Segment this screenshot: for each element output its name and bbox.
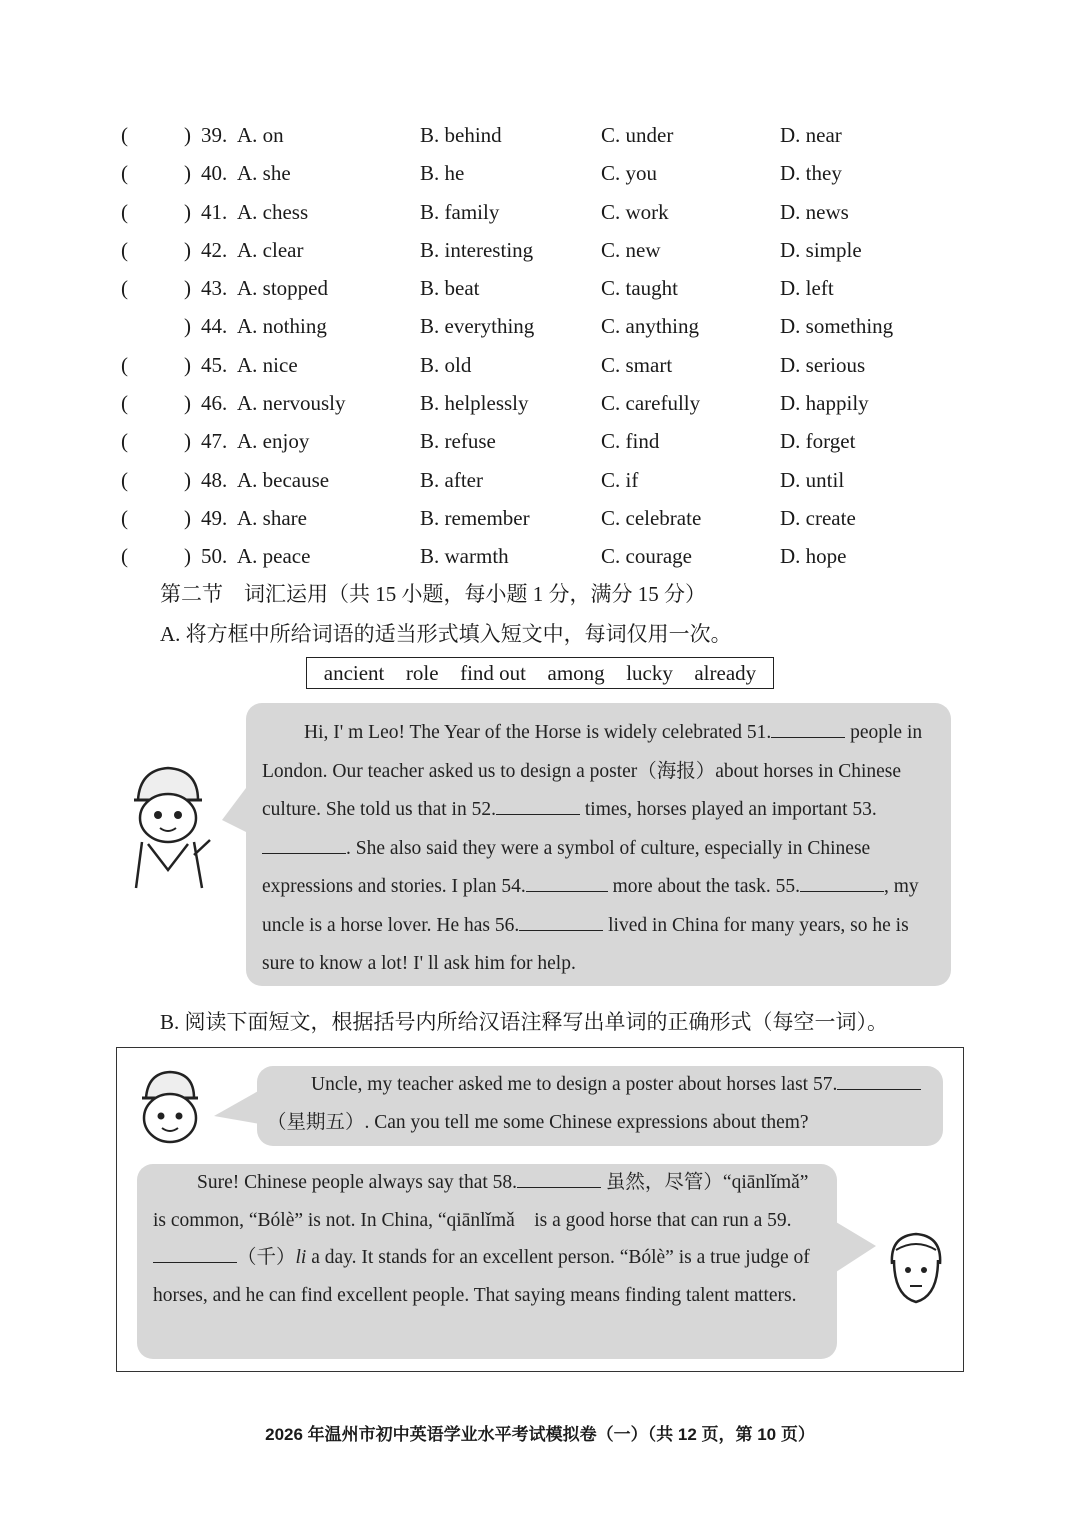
option-c: C. celebrate xyxy=(601,505,702,530)
leo-question-bubble xyxy=(257,1066,943,1146)
answer-paren-open[interactable]: ( xyxy=(121,505,128,530)
blank-51[interactable] xyxy=(771,715,845,738)
option-b: B. beat xyxy=(420,276,480,301)
option-c: C. taught xyxy=(601,276,678,301)
blank-56[interactable] xyxy=(519,908,603,931)
boy-avatar-icon xyxy=(118,760,218,890)
answer-paren-close: ) xyxy=(184,161,191,186)
option-b: B. helplessly xyxy=(420,391,529,416)
option-d: D. near xyxy=(780,123,842,147)
option-b: B. warmth xyxy=(420,544,509,569)
question-row xyxy=(0,537,1080,575)
question-row xyxy=(0,231,1080,269)
option-d: D. until xyxy=(780,467,845,492)
answer-paren-open[interactable]: ( xyxy=(121,352,128,377)
part-b-instruction: B. 阅读下面短文，根据括号内所给汉语注释写出单词的正确形式（每空一词）。 xyxy=(160,1010,889,1034)
man-avatar-icon xyxy=(884,1230,948,1310)
word-box-item: ancient xyxy=(323,660,385,685)
boy-avatar-icon xyxy=(134,1068,206,1150)
passage-text: a day. It stands for an excellent person. “Bólè” is a true judge of horses, and he can find excellent people. That saying means finding talent matters. xyxy=(153,1247,810,1306)
option-d: D. left xyxy=(780,276,834,301)
word-box-item: role xyxy=(405,660,439,685)
answer-paren-close: ) xyxy=(184,237,191,262)
answer-paren-close: ) xyxy=(184,352,191,377)
answer-paren-close: ) xyxy=(184,429,191,454)
option-a: A. chess xyxy=(237,199,309,224)
question-number: 50. xyxy=(201,544,228,569)
passage-text: people in London. Our teacher asked us to design a poster（海报）about horses in Chinese culture. She told us that in 52. xyxy=(262,722,923,820)
passage-text: Uncle, my teacher asked me to design a poster about horses last 57. xyxy=(311,1074,838,1095)
answer-paren-open[interactable]: ( xyxy=(121,429,128,454)
option-b: B. behind xyxy=(420,123,502,147)
question-row xyxy=(0,193,1080,231)
word-box-item: among xyxy=(547,660,605,685)
answer-paren-open[interactable]: ( xyxy=(121,237,128,262)
passage-text: （千） xyxy=(237,1247,296,1268)
answer-paren-close: ) xyxy=(184,123,191,147)
option-d: D. news xyxy=(780,199,849,224)
question-row xyxy=(0,384,1080,422)
option-b: B. old xyxy=(420,352,472,377)
option-b: B. interesting xyxy=(420,237,534,262)
option-a: A. she xyxy=(237,161,291,186)
blank-58[interactable] xyxy=(517,1165,601,1188)
question-number: 41. xyxy=(201,199,228,224)
option-c: C. new xyxy=(601,237,661,262)
answer-paren-close: ) xyxy=(184,314,191,339)
answer-paren-open[interactable]: ( xyxy=(121,467,128,492)
question-number: 46. xyxy=(201,391,228,416)
option-c: C. you xyxy=(601,161,658,186)
question-list xyxy=(0,116,1080,576)
question-row xyxy=(0,346,1080,384)
option-a: A. share xyxy=(237,505,307,530)
option-d: D. they xyxy=(780,161,842,186)
blank-53[interactable] xyxy=(262,831,346,854)
answer-paren-close: ) xyxy=(184,276,191,301)
option-b: B. after xyxy=(420,467,483,492)
bubble-tail-icon xyxy=(836,1222,876,1272)
option-c: C. smart xyxy=(601,352,673,377)
option-d: D. create xyxy=(780,505,856,530)
option-d: D. serious xyxy=(780,352,866,377)
passage-text: Hi, I' m Leo! The Year of the Horse is widely celebrated 51. xyxy=(304,722,772,743)
option-d: D. simple xyxy=(780,237,862,262)
option-c: C. if xyxy=(601,467,639,492)
option-a: A. nice xyxy=(237,352,298,377)
option-a: A. peace xyxy=(237,544,311,569)
passage-text: 虽然，尽管）“qiānlǐmǎ” is common, “Bólè” is not. In China, “qiānlǐmǎ is a good horse that can run a 59. xyxy=(153,1172,809,1231)
answer-paren-open[interactable]: ( xyxy=(121,199,128,224)
option-a: A. clear xyxy=(237,237,304,262)
option-a: A. nothing xyxy=(237,314,327,339)
question-number: 39. xyxy=(201,123,228,147)
answer-paren-open[interactable]: ( xyxy=(121,544,128,569)
option-c: C. anything xyxy=(601,314,699,339)
blank-55[interactable] xyxy=(800,869,884,892)
blank-52[interactable] xyxy=(496,792,580,815)
question-number: 45. xyxy=(201,352,228,377)
option-a: A. because xyxy=(237,467,330,492)
question-row xyxy=(0,461,1080,499)
answer-paren-open[interactable]: ( xyxy=(121,276,128,301)
passage-text: , my uncle is a horse lover. He has 56. xyxy=(262,876,919,936)
answer-paren-open[interactable]: ( xyxy=(121,123,128,147)
answer-paren-open[interactable]: ( xyxy=(121,161,128,186)
question-number: 42. xyxy=(201,237,228,262)
question-number: 48. xyxy=(201,467,228,492)
leo-speech-bubble xyxy=(246,703,951,986)
uncle-answer-bubble xyxy=(137,1164,837,1359)
passage-text: more about the task. 55. xyxy=(612,876,800,897)
word-box-item: already xyxy=(694,660,757,685)
word-box-item: lucky xyxy=(626,660,673,685)
option-a: A. on xyxy=(237,123,284,147)
question-number: 43. xyxy=(201,276,228,301)
question-number: 49. xyxy=(201,505,228,530)
option-c: C. work xyxy=(601,199,669,224)
option-c: C. find xyxy=(601,429,660,454)
passage-text: . She also said they were a symbol of culture, especially in Chinese expressions and stories. I plan 54. xyxy=(262,837,871,897)
section-title: 第二节 词汇运用（共 15 小题，每小题 1 分，满分 15 分） xyxy=(160,582,706,606)
part-a-instruction: A. 将方框中所给词语的适当形式填入短文中，每词仅用一次。 xyxy=(160,622,732,646)
answer-paren-close: ) xyxy=(184,467,191,492)
blank-57[interactable] xyxy=(837,1067,921,1090)
page-footer: 2026 年温州市初中英语学业水平考试模拟卷（一）（共 12 页，第 10 页） xyxy=(265,1425,815,1444)
option-b: B. he xyxy=(420,161,465,186)
answer-paren-close: ) xyxy=(184,391,191,416)
option-b: B. refuse xyxy=(420,429,496,454)
option-a: A. nervously xyxy=(237,391,346,416)
option-a: A. enjoy xyxy=(237,429,310,454)
question-number: 47. xyxy=(201,429,228,454)
option-b: B. remember xyxy=(420,505,530,530)
word-box-item: find out xyxy=(460,660,526,685)
passage-text: li xyxy=(295,1247,307,1268)
question-row xyxy=(0,116,1080,154)
question-number: 44. xyxy=(201,314,228,339)
answer-paren-open[interactable]: ( xyxy=(121,391,128,416)
passage-text: （星期五）. Can you tell me some Chinese expressions about them? xyxy=(267,1112,809,1133)
option-a: A. stopped xyxy=(237,276,328,301)
passage-text: times, horses played an important 53. xyxy=(584,799,877,820)
option-d: D. forget xyxy=(780,429,856,454)
option-d: D. happily xyxy=(780,391,869,416)
option-c: C. under xyxy=(601,123,674,147)
option-c: C. courage xyxy=(601,544,692,569)
answer-paren-close: ) xyxy=(184,505,191,530)
word-box xyxy=(306,657,774,689)
option-c: C. carefully xyxy=(601,391,701,416)
question-row xyxy=(0,307,1080,345)
blank-54[interactable] xyxy=(526,869,608,892)
bubble-tail-icon xyxy=(222,780,252,840)
option-d: D. hope xyxy=(780,544,847,569)
question-row xyxy=(0,422,1080,460)
answer-paren-close: ) xyxy=(184,199,191,224)
question-row xyxy=(0,269,1080,307)
question-number: 40. xyxy=(201,161,228,186)
passage-text: Sure! Chinese people always say that 58. xyxy=(197,1172,518,1193)
option-d: D. something xyxy=(780,314,894,339)
passage-text: lived in China for many years, so he is sure to know a lot! I' ll ask him for help. xyxy=(262,914,909,974)
option-b: B. family xyxy=(420,199,500,224)
bubble-tail-icon xyxy=(214,1090,260,1124)
question-row xyxy=(0,499,1080,537)
answer-paren-close: ) xyxy=(184,544,191,569)
blank-59[interactable] xyxy=(153,1240,237,1263)
option-b: B. everything xyxy=(420,314,535,339)
question-row xyxy=(0,154,1080,192)
